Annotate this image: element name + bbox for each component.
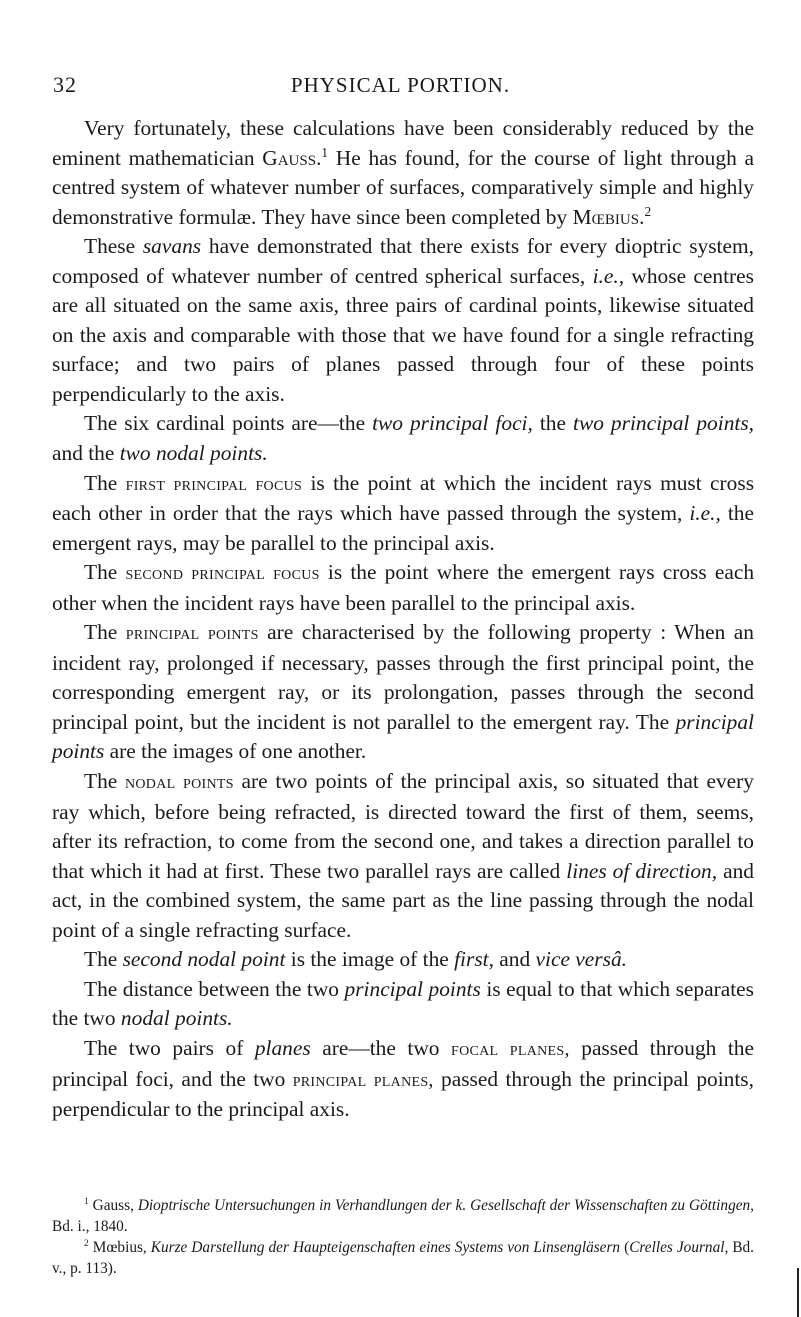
paragraph-7: The nodal points are two points of the principal axis, so situated that every ray which, before being refracted, is directed toward the first of them, seems, after its refraction, to come from the second one, and takes a direction parallel to that which it had at first. These two parallel rays are called lines of direction, and act, in the combined system, the same part as the line passing through the nodal point of a single refracting surface. <box>52 769 755 942</box>
page-number: 32 <box>53 72 77 97</box>
footnote-1: $^1$ Gauss, Dioptrische Untersuchungen in Verhandlungen der k. Gesellschaft der Wissenschaften zu Göttingen, Bd. i., 1840. <box>52 1196 754 1235</box>
paragraph-9: The distance between the two principal points is equal to that which separates the two nodal points. <box>52 976 754 1031</box>
paragraph-4: The first principal focus is the point at which the incident rays must cross each other in order that the rays which have passed through the system, i.e., the emergent rays, may be parallel to the principal axis. <box>52 470 755 555</box>
author-gauss: Gauss. <box>262 145 322 170</box>
paragraph-1: Very fortunately, these calculations have been considerably reduced by the eminent mathematician Gauss.$^1$ He has found, for the course of light through a centred system of whatever number of surfaces, comparatively simple and highly demonstrative formulæ. They have since been completed by Mœbius.$^2$ <box>52 116 754 229</box>
footnote-ref-1: 1 <box>321 144 329 160</box>
paragraph-8: The second nodal point is the image of the first, and vice versâ. <box>84 947 627 972</box>
scan-edge-mark <box>797 1268 799 1317</box>
paragraph-2: These savans have demonstrated that there exists for every dioptric system, composed of whatever number of centred spherical surfaces, i.e., whose centres are all situated on the same axis, three pairs of cardinal points, likewise situated on the axis and comparable with those that we have found for a single refracting surface; and two pairs of planes passed through four of these points perpendicularly to the axis. <box>52 234 754 406</box>
running-head: PHYSICAL PORTION. <box>290 73 511 97</box>
footnotes <box>52 1195 754 1279</box>
paragraph-6: The principal points are characterised by the following property : When an incident ray, prolonged if necessary, passes through the first principal point, the corresponding emergent ray, or its prolongation, passes through the second principal point, but the incident is not parallel to the emergent ray. The principal points are the images of one another. <box>52 620 754 764</box>
paragraph-10: The two pairs of planes are—the two focal planes, passed through the principal foci, and the two principal planes, passed through the principal points, perpendicular to the principal axis. <box>52 1035 754 1122</box>
footnote-2: $^2$ Mœbius, Kurze Darstellung der Haupteigenschaften eines Systems von Linsengläsern (Crelles Journal, Bd. v., p. 113). <box>52 1238 755 1277</box>
footnote-ref-2: 2 <box>644 203 652 219</box>
author-moebius: Mœbius. <box>572 204 645 229</box>
body-text <box>52 114 754 1125</box>
paragraph-5: The second principal focus is the point where the emergent rays cross each other when the incident rays have been parallel to the principal axis. <box>52 560 755 615</box>
paragraph-3: The six cardinal points are—the two principal foci, the two principal points, and the two nodal points. <box>52 411 755 466</box>
page-header <box>0 72 801 102</box>
